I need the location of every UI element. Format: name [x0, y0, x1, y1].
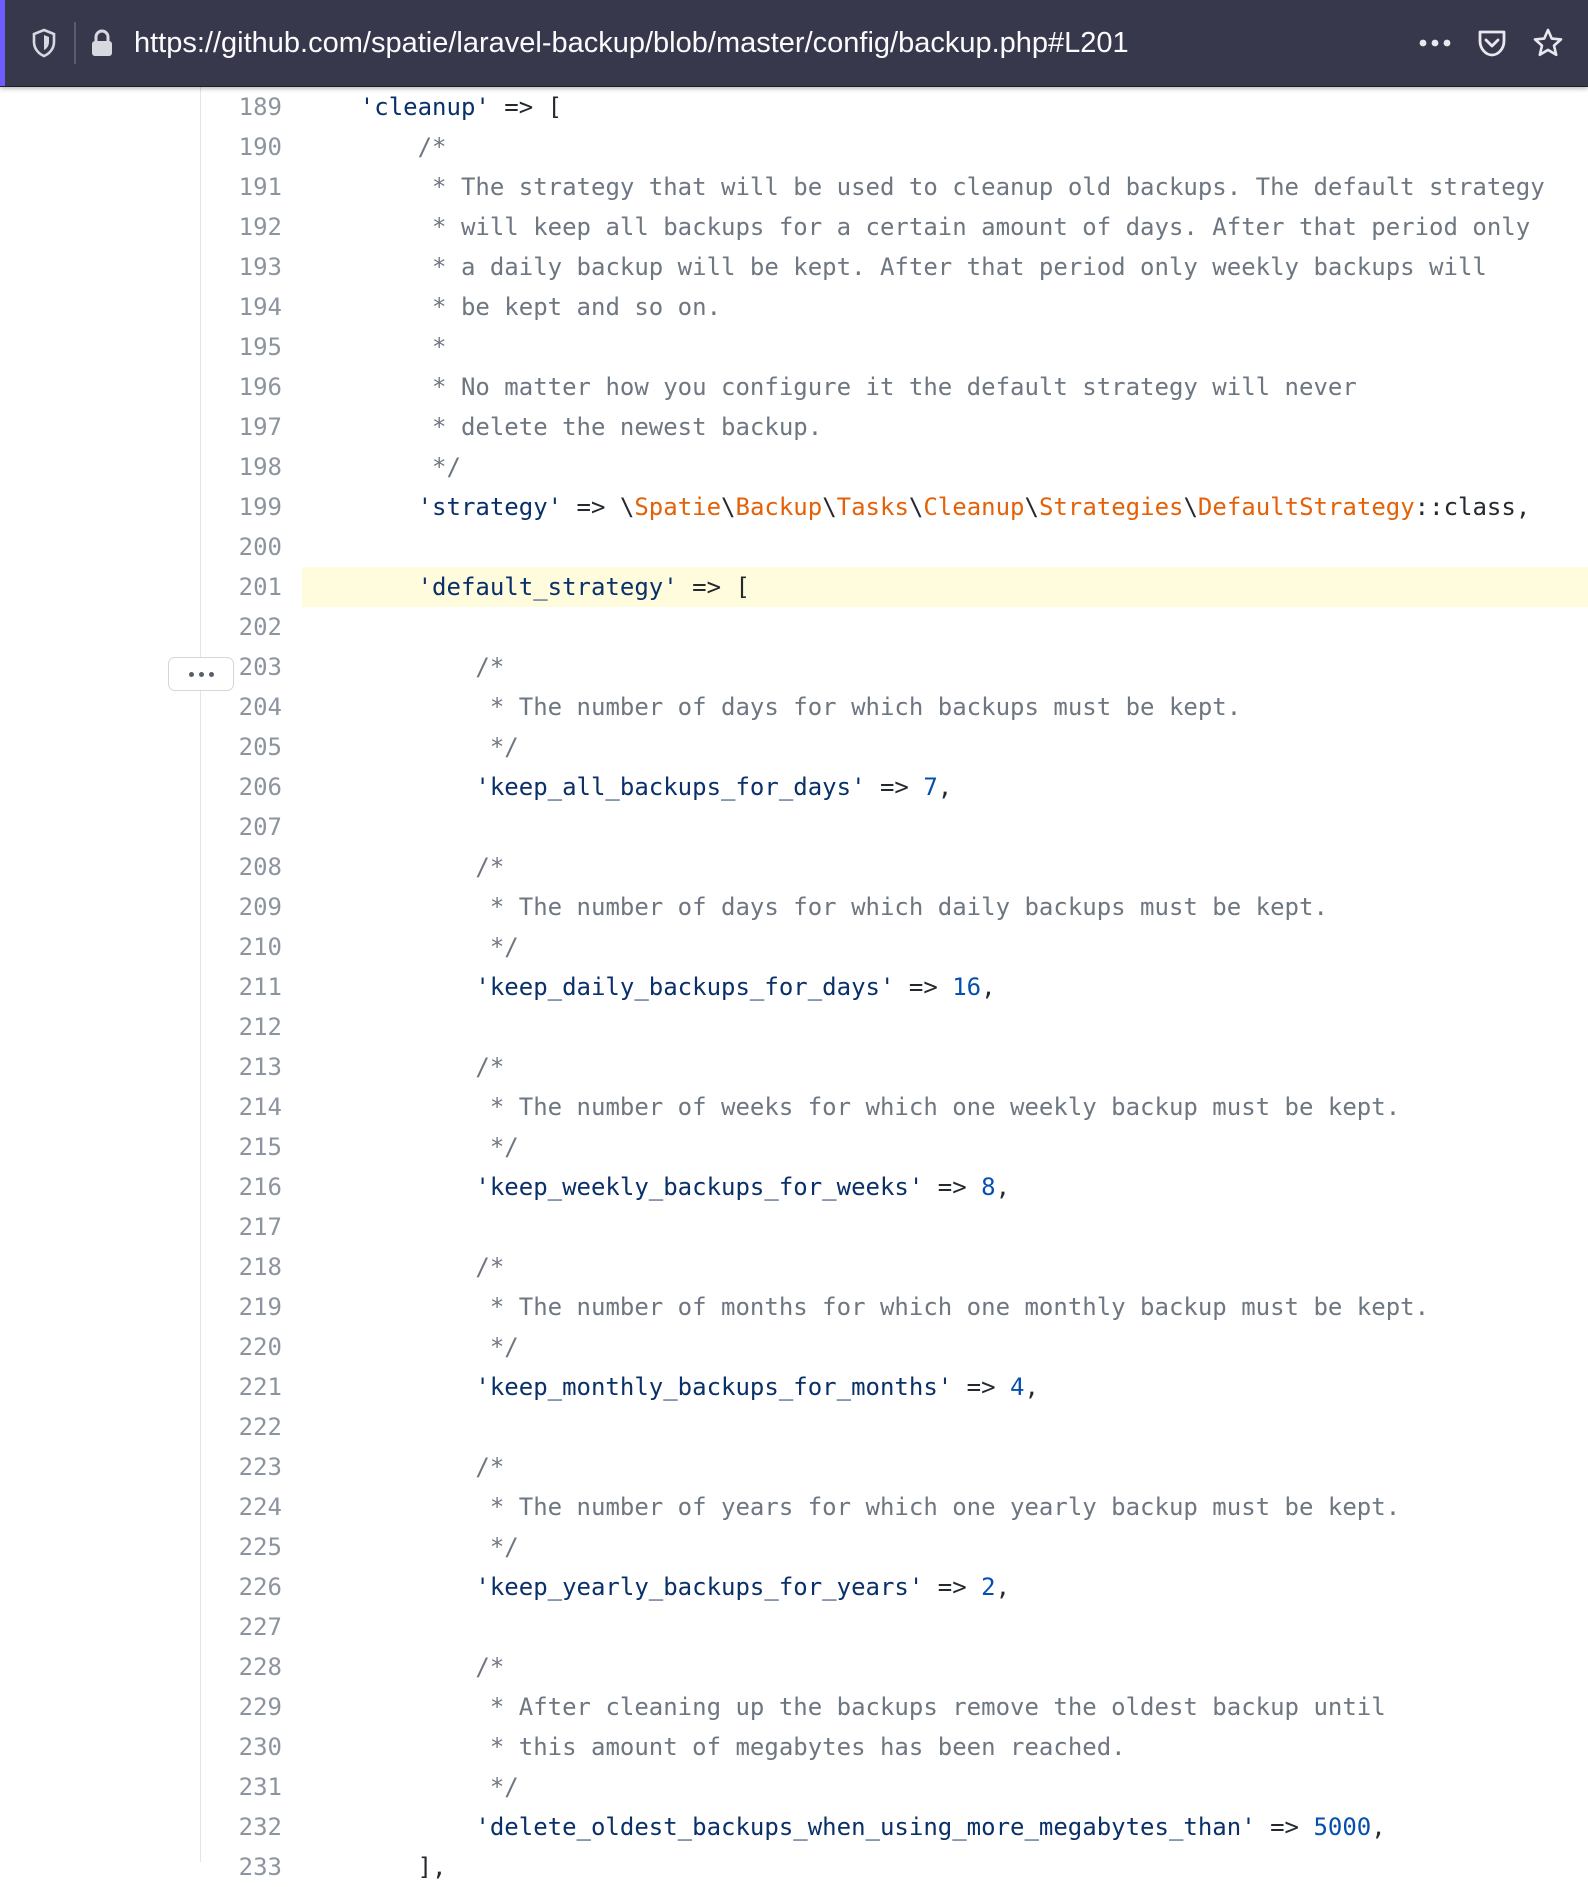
- line-number[interactable]: 195: [238, 333, 282, 361]
- code-token: * will keep all backups for a certain amount of days. After that period only: [432, 213, 1531, 241]
- code-token: * The number of months for which one monthly backup must be kept.: [489, 1293, 1430, 1321]
- code-content: [302, 367, 1588, 407]
- code-token: [302, 1693, 490, 1721]
- code-token: => [: [489, 93, 563, 121]
- code-token: [302, 1253, 475, 1281]
- code-line: [0, 1327, 1588, 1367]
- line-number[interactable]: 232: [238, 1813, 282, 1841]
- code-content: [302, 327, 1588, 367]
- pocket-icon[interactable]: [1474, 25, 1510, 61]
- code-token: 'keep_daily_backups_for_days': [475, 973, 895, 1001]
- code-content: [302, 207, 1588, 247]
- code-content: [302, 1647, 1588, 1687]
- code-content: [302, 1807, 1588, 1847]
- code-token: 'cleanup': [359, 93, 490, 121]
- code-token: [302, 1533, 490, 1561]
- star-icon[interactable]: [1530, 25, 1566, 61]
- code-token: [302, 1813, 475, 1841]
- code-content: [302, 287, 1588, 327]
- code-token: [302, 1773, 490, 1801]
- code-line: [0, 967, 1588, 1007]
- code-token: /*: [475, 1253, 505, 1281]
- line-number[interactable]: 191: [238, 173, 282, 201]
- code-line: [0, 1727, 1588, 1767]
- code-token: [302, 653, 475, 681]
- code-token: ,: [1371, 1813, 1386, 1841]
- line-number[interactable]: 210: [238, 933, 282, 961]
- code-token: [302, 1133, 490, 1161]
- code-line: [0, 447, 1588, 487]
- code-line: [0, 367, 1588, 407]
- code-line: [0, 327, 1588, 367]
- code-token: [302, 773, 475, 801]
- code-line: [0, 1647, 1588, 1687]
- code-line: [0, 407, 1588, 447]
- code-token: [302, 253, 432, 281]
- code-token: [302, 93, 360, 121]
- code-token: =>: [894, 973, 953, 1001]
- code-token: [302, 213, 432, 241]
- line-number[interactable]: 190: [238, 133, 282, 161]
- code-token: */: [489, 1773, 519, 1801]
- lock-icon[interactable]: [84, 25, 120, 61]
- code-line: [0, 1527, 1588, 1567]
- code-content: [302, 1247, 1588, 1287]
- toolbar-separator: [74, 22, 76, 64]
- line-number[interactable]: 204: [238, 693, 282, 721]
- line-number[interactable]: 223: [238, 1453, 282, 1481]
- code-line: [0, 887, 1588, 927]
- code-token: [302, 173, 432, 201]
- code-token: /*: [475, 653, 505, 681]
- code-token: DefaultStrategy: [1197, 493, 1415, 521]
- code-line: [0, 607, 1588, 647]
- code-line: [0, 1207, 1588, 1247]
- line-number[interactable]: 231: [238, 1773, 282, 1801]
- code-token: Tasks: [836, 493, 909, 521]
- line-number[interactable]: 206: [238, 773, 282, 801]
- code-token: * After cleaning up the backups remove the oldest backup until: [489, 1693, 1386, 1721]
- code-token: */: [432, 453, 461, 481]
- code-token: => \: [562, 493, 635, 521]
- line-number[interactable]: 197: [238, 413, 282, 441]
- code-token: /*: [475, 1453, 505, 1481]
- code-line: [0, 1567, 1588, 1607]
- code-line: [0, 647, 1588, 687]
- line-number[interactable]: 225: [238, 1533, 282, 1561]
- toolbar-accent: [0, 0, 5, 86]
- code-content: [302, 1687, 1588, 1727]
- code-token: Spatie: [634, 493, 722, 521]
- code-line: [0, 527, 1588, 567]
- code-token: \: [721, 493, 736, 521]
- line-number[interactable]: 192: [238, 213, 282, 241]
- code-token: */: [489, 1533, 519, 1561]
- code-content: [302, 967, 1588, 1007]
- line-number[interactable]: 211: [238, 973, 282, 1001]
- code-line: [0, 1247, 1588, 1287]
- code-content: [302, 487, 1588, 527]
- code-token: * The number of years for which one yearly backup must be kept.: [489, 1493, 1401, 1521]
- code-token: * The number of days for which daily backups must be kept.: [489, 893, 1328, 921]
- code-token: [302, 1373, 475, 1401]
- line-number[interactable]: 194: [238, 293, 282, 321]
- code-token: /*: [475, 1653, 505, 1681]
- line-number[interactable]: 233: [238, 1853, 282, 1881]
- code-line: [0, 727, 1588, 767]
- code-content: [302, 1007, 1588, 1047]
- code-token: [302, 1573, 475, 1601]
- code-token: [302, 1333, 490, 1361]
- code-line: [0, 487, 1588, 527]
- code-line: [0, 1807, 1588, 1847]
- code-token: [302, 493, 418, 521]
- code-token: */: [489, 1333, 519, 1361]
- line-number[interactable]: 228: [238, 1653, 282, 1681]
- code-content: [302, 1207, 1588, 1247]
- code-token: [302, 1293, 490, 1321]
- line-number[interactable]: 193: [238, 253, 282, 281]
- line-number[interactable]: 200: [238, 533, 282, 561]
- code-token: \: [1183, 493, 1198, 521]
- code-token: \: [908, 493, 924, 521]
- code-token: [302, 853, 475, 881]
- code-token: * delete the newest backup.: [432, 413, 823, 441]
- code-line: [0, 1087, 1588, 1127]
- code-content: [302, 1487, 1588, 1527]
- code-token: 'keep_weekly_backups_for_weeks': [475, 1173, 924, 1201]
- code-content: [302, 1847, 1588, 1887]
- code-token: 'strategy': [417, 493, 563, 521]
- code-token: \: [1024, 493, 1039, 521]
- code-content: [302, 607, 1588, 647]
- code-token: =>: [923, 1573, 982, 1601]
- line-number[interactable]: 224: [238, 1493, 282, 1521]
- line-number[interactable]: 226: [238, 1573, 282, 1601]
- code-line: [0, 567, 1588, 607]
- code-token: Strategies: [1038, 493, 1184, 521]
- code-content: [302, 767, 1588, 807]
- code-token: [302, 373, 432, 401]
- code-token: ,: [995, 1173, 1011, 1201]
- code-token: [302, 453, 432, 481]
- code-token: [302, 1653, 475, 1681]
- code-token: [302, 293, 432, 321]
- code-token: [302, 1173, 475, 1201]
- code-line: [0, 927, 1588, 967]
- code-content: [302, 727, 1588, 767]
- code-token: Backup: [735, 493, 823, 521]
- code-line: [0, 207, 1588, 247]
- code-token: * The number of days for which backups must be kept.: [489, 693, 1242, 721]
- code-token: 'keep_monthly_backups_for_months': [475, 1373, 953, 1401]
- code-content: [302, 1567, 1588, 1607]
- code-token: [302, 933, 490, 961]
- code-line: [0, 1447, 1588, 1487]
- code-token: [302, 333, 432, 361]
- code-content: [302, 1047, 1588, 1087]
- code-token: ,: [981, 973, 996, 1001]
- code-line: [0, 1047, 1588, 1087]
- line-number[interactable]: 222: [238, 1413, 282, 1441]
- code-content: [302, 87, 1588, 127]
- code-line: [0, 1767, 1588, 1807]
- line-number[interactable]: 220: [238, 1333, 282, 1361]
- code-content: [302, 1087, 1588, 1127]
- code-token: 'keep_all_backups_for_days': [475, 773, 866, 801]
- code-token: 4: [1010, 1373, 1025, 1401]
- code-token: =>: [865, 773, 924, 801]
- line-number[interactable]: 199: [238, 493, 282, 521]
- code-line: [0, 1687, 1588, 1727]
- code-line: [0, 1287, 1588, 1327]
- browser-toolbar: [0, 0, 1588, 87]
- code-token: 'keep_yearly_backups_for_years': [475, 1573, 924, 1601]
- code-token: * The number of weeks for which one weekly backup must be kept.: [489, 1093, 1401, 1121]
- code-line: [0, 247, 1588, 287]
- code-content: [302, 1727, 1588, 1767]
- code-token: * The strategy that will be used to cleanup old backups. The default strategy: [432, 173, 1545, 201]
- code-token: [302, 1493, 490, 1521]
- code-viewer: [0, 87, 1588, 1881]
- line-number[interactable]: 229: [238, 1693, 282, 1721]
- code-line: [0, 767, 1588, 807]
- code-token: * this amount of megabytes has been reached.: [489, 1733, 1126, 1761]
- code-token: 'default_strategy': [417, 573, 678, 601]
- code-token: [302, 973, 475, 1001]
- code-token: [302, 133, 418, 161]
- code-line: [0, 127, 1588, 167]
- code-content: [302, 1407, 1588, 1447]
- code-token: [302, 1733, 490, 1761]
- code-token: *: [432, 333, 447, 361]
- code-content: [302, 1447, 1588, 1487]
- line-number[interactable]: 189: [238, 93, 282, 121]
- line-number[interactable]: 209: [238, 893, 282, 921]
- code-token: /*: [475, 1053, 505, 1081]
- line-number[interactable]: 202: [238, 613, 282, 641]
- code-content: [302, 847, 1588, 887]
- code-content: [302, 887, 1588, 927]
- code-token: => [: [677, 573, 750, 601]
- line-number[interactable]: 198: [238, 453, 282, 481]
- code-line: [0, 167, 1588, 207]
- code-line: [0, 87, 1588, 127]
- line-number[interactable]: 201: [238, 573, 282, 601]
- code-token: [302, 1853, 418, 1881]
- code-content: [302, 127, 1588, 167]
- code-token: ::class,: [1414, 493, 1531, 521]
- code-token: [302, 693, 490, 721]
- code-line: [0, 1007, 1588, 1047]
- code-content: [302, 1287, 1588, 1327]
- code-token: * be kept and so on.: [432, 293, 722, 321]
- code-token: =>: [952, 1373, 1011, 1401]
- code-content: [302, 807, 1588, 847]
- code-token: ,: [937, 773, 953, 801]
- code-content: [302, 1527, 1588, 1567]
- code-token: [302, 1053, 475, 1081]
- line-number[interactable]: 218: [238, 1253, 282, 1281]
- line-number[interactable]: 221: [238, 1373, 282, 1401]
- code-line: [0, 847, 1588, 887]
- code-content: [302, 1127, 1588, 1167]
- code-line: [0, 1847, 1588, 1887]
- code-token: =>: [923, 1173, 982, 1201]
- code-token: \: [822, 493, 837, 521]
- code-token: [302, 1093, 490, 1121]
- code-line: [0, 687, 1588, 727]
- code-token: /*: [475, 853, 505, 881]
- line-number[interactable]: 196: [238, 373, 282, 401]
- code-content: [302, 1167, 1588, 1207]
- code-token: 2: [981, 1573, 996, 1601]
- code-token: */: [489, 933, 519, 961]
- code-content: [302, 247, 1588, 287]
- code-content: [302, 167, 1588, 207]
- code-token: [302, 733, 490, 761]
- code-token: [302, 1453, 475, 1481]
- code-token: ,: [995, 1573, 1011, 1601]
- code-content: [302, 527, 1588, 567]
- code-token: */: [489, 733, 519, 761]
- code-token: 7: [923, 773, 938, 801]
- code-line: [0, 1607, 1588, 1647]
- code-content: [302, 447, 1588, 487]
- line-number[interactable]: 213: [238, 1053, 282, 1081]
- line-number[interactable]: 227: [238, 1613, 282, 1641]
- code-token: 16: [952, 973, 982, 1001]
- code-content: [302, 1327, 1588, 1367]
- code-token: Cleanup: [923, 493, 1025, 521]
- code-line: [0, 1127, 1588, 1167]
- code-content: [302, 927, 1588, 967]
- code-content: [302, 1767, 1588, 1807]
- code-token: 8: [981, 1173, 996, 1201]
- line-number[interactable]: 214: [238, 1093, 282, 1121]
- code-content: [302, 687, 1588, 727]
- code-token: ],: [417, 1853, 447, 1881]
- code-content: [302, 407, 1588, 447]
- line-number[interactable]: 212: [238, 1013, 282, 1041]
- code-token: [302, 573, 418, 601]
- code-line: [0, 807, 1588, 847]
- code-token: /*: [417, 133, 447, 161]
- code-token: ,: [1024, 1373, 1039, 1401]
- code-line: [0, 1407, 1588, 1447]
- code-line: [0, 287, 1588, 327]
- line-number[interactable]: 216: [238, 1173, 282, 1201]
- code-line: [0, 1167, 1588, 1207]
- code-content: [302, 567, 1588, 607]
- code-content: [302, 1367, 1588, 1407]
- url-bar[interactable]: https://github.com/spatie/laravel-backup/blob/master/config/backup.php#L201: [134, 27, 1129, 59]
- code-token: * a daily backup will be kept. After that period only weekly backups will: [432, 253, 1487, 281]
- code-token: [302, 413, 432, 441]
- code-token: */: [489, 1133, 519, 1161]
- code-token: * No matter how you configure it the default strategy will never: [432, 373, 1357, 401]
- code-token: 5000: [1313, 1813, 1372, 1841]
- line-number[interactable]: 203: [238, 653, 282, 681]
- line-number[interactable]: 205: [238, 733, 282, 761]
- code-token: [302, 893, 490, 921]
- code-line: [0, 1367, 1588, 1407]
- line-number[interactable]: 217: [238, 1213, 282, 1241]
- code-token: =>: [1255, 1813, 1314, 1841]
- code-content: [302, 1607, 1588, 1647]
- line-number[interactable]: 219: [238, 1293, 282, 1321]
- code-line: [0, 1487, 1588, 1527]
- shield-icon[interactable]: [26, 25, 62, 61]
- line-number[interactable]: 230: [238, 1733, 282, 1761]
- code-token: 'delete_oldest_backups_when_using_more_megabytes_than': [475, 1813, 1256, 1841]
- more-icon[interactable]: [1417, 25, 1453, 61]
- line-number[interactable]: 207: [238, 813, 282, 841]
- line-number[interactable]: 208: [238, 853, 282, 881]
- code-content: [302, 647, 1588, 687]
- line-number[interactable]: 215: [238, 1133, 282, 1161]
